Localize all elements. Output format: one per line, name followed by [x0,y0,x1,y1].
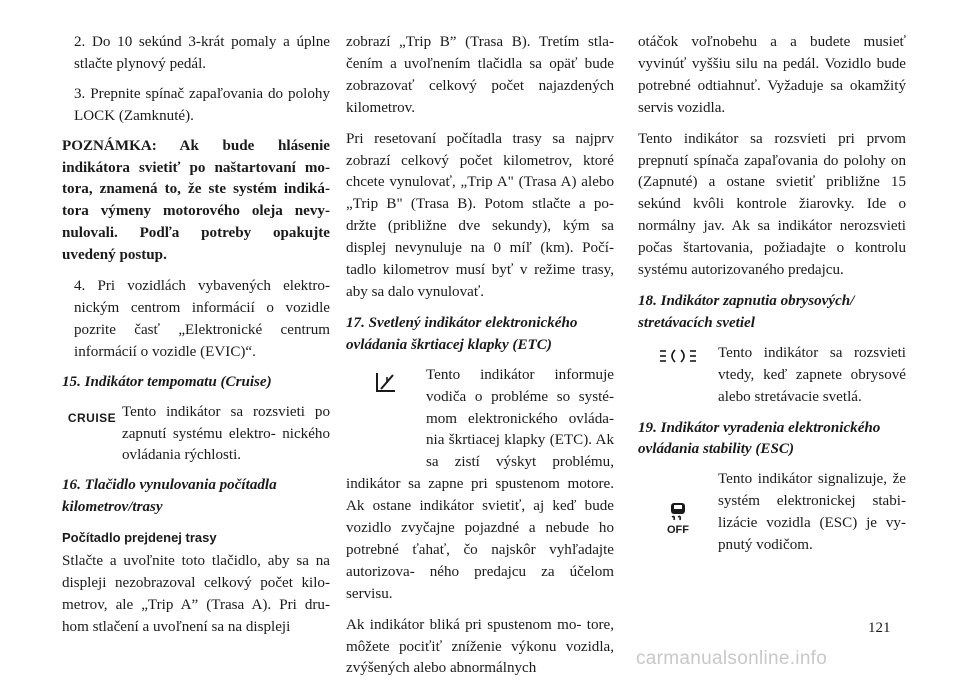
bulb-check-paragraph: Tento indikátor sa rozsvieti pri prvom prepnutí spínača zapaľovania do polohy on (Zapnuté) a ostane svietiť približne 15 sekúnd kvôli kontrole žiarovky. Ide o normálny jav. Ak sa indikátor nerozsvieti počas štartovania, požiadajte o kontrolu systému autorizovaného predajcu. [638,130,906,279]
watermark: carmanualsonline.info [636,648,828,669]
page-number: 121 [868,620,891,636]
heading-cruise-indicator: 15. Indikátor tempomatu (Cruise) [62,373,272,390]
column-right [638,32,906,566]
throttle-icon-svg [371,369,401,397]
parking-lights-icon [638,343,718,411]
etc-blinking-paragraph: Ak indikátor bliká pri spustenom mo- tore, môžete pociťiť zníženie výkonu vozidla, zvýšených alebo abnormálnych [346,616,614,677]
heading-parking-lights: 18. Indikátor zapnutia obrysových/ stretávacích svetiel [638,292,855,331]
column-middle [346,32,614,689]
cruise-icon: CRUISE [67,410,117,425]
parking-lights-block [638,343,906,409]
step-4: 4. Pri vozidlách vybavených elektro- nickým centrom informácií o vozidle pozrite časť „Elektronické centrum informácií o vozidle (EVIC)“. [74,278,330,360]
esc-off-icon [638,469,718,563]
etc-indicator-block [346,365,614,606]
cruise-indicator-block [62,402,330,468]
esc-off-block [638,469,906,557]
throttle-icon [346,365,426,457]
step-2: 2. Do 10 sekúnd 3-krát pomaly a úplne stlačte plynový pedál. [74,34,330,72]
step-3: 3. Prepnite spínač zapaľovania do polohy LOCK (Zamknuté). [74,85,330,124]
etc-description: Tento indikátor informuje vodiča o probléme so systé- mom elektronického ovláda- nia škrtiacej klapky (ETC). Ak sa zistí výskyt problému, indikátor sa zapne pri spustenom motore. Ak ostane indikátor svietiť, aj keď bude vozidlo zvyčajne pojazdné a nebude ho potrebné ťahať, čo najskôr vyhľadajte autorizova- ného predajcu za účelom servisu. [346,366,614,602]
trip-reset-text: Stlačte a uvoľnite toto tlačidlo, aby sa na displeji nezobrazoval celkový počet kilo- metrov, ale „Trip A” (Trasa A). Pri dru- hom stlačení a uvoľnení sa na displeji [62,553,330,635]
heading-trip-reset: 16. Tlačidlo vynulovania počítadla kilometrov/trasy [62,477,277,516]
subheading-trip-counter: Počítadlo prejdenej trasy [62,530,217,546]
trip-reset-paragraph: Pri resetovaní počítadla trasy sa najprv zobrazí celkový počet kilometrov, ktoré chcete vynulovať, „Trip A" (Trasa A) alebo „Trip B" (Trasa B). Potom stlačte a po- držte (približne dve sekundy), kým sa displej nevynuluje na 0 míľ (km). Počí- tadlo kilometrov musí byť v režime trasy, aby sa dalo vynulovať. [346,130,614,300]
cruise-description: Tento indikátor sa rozsvieti po zapnutí systému elektro- nického ovládania rýchlosti. [122,403,330,464]
parking-lights-icon-svg [658,347,698,365]
idle-speed-paragraph: otáčok voľnobehu a a budete musieť vyvinúť vyššiu silu na pedál. Vozidlo bude potrebné odtiahnuť. Vyžaduje sa okamžitý servis vozidla. [638,34,906,116]
skidding-car-icon [666,500,690,524]
esc-off-description: Tento indikátor signalizuje, že systém elektronickej stabi- lizácie vozidla (ESC) je vy- pnutý vodičom. [718,471,906,554]
parking-lights-description: Tento indikátor sa rozsvieti vtedy, keď zapnete obrysové alebo stretávacie svetlá. [718,344,906,405]
heading-etc-indicator: 17. Svetlený indikátor elektronického ovládania škrtiacej klapky (ETC) [346,314,578,353]
column-left [62,32,330,648]
esc-off-label: OFF [667,524,689,537]
trip-b-paragraph: zobrazí „Trip B” (Trasa B). Tretím stla- čením a uvoľnením tlačidla sa opäť bude zobrazovať celkový počet najazdených kilometrov. [346,34,614,116]
heading-esc-off: 19. Indikátor vyradenia elektronického ovládania stability (ESC) [638,419,881,458]
note-paragraph: POZNÁMKA: Ak bude hlásenie indikátora svietiť po naštartovaní mo- tora, znamená to, že ste systém indiká- tora výmeny motorového oleja nevy- nulovali. Podľa potreby opakujte uvedený postup. [62,137,330,264]
